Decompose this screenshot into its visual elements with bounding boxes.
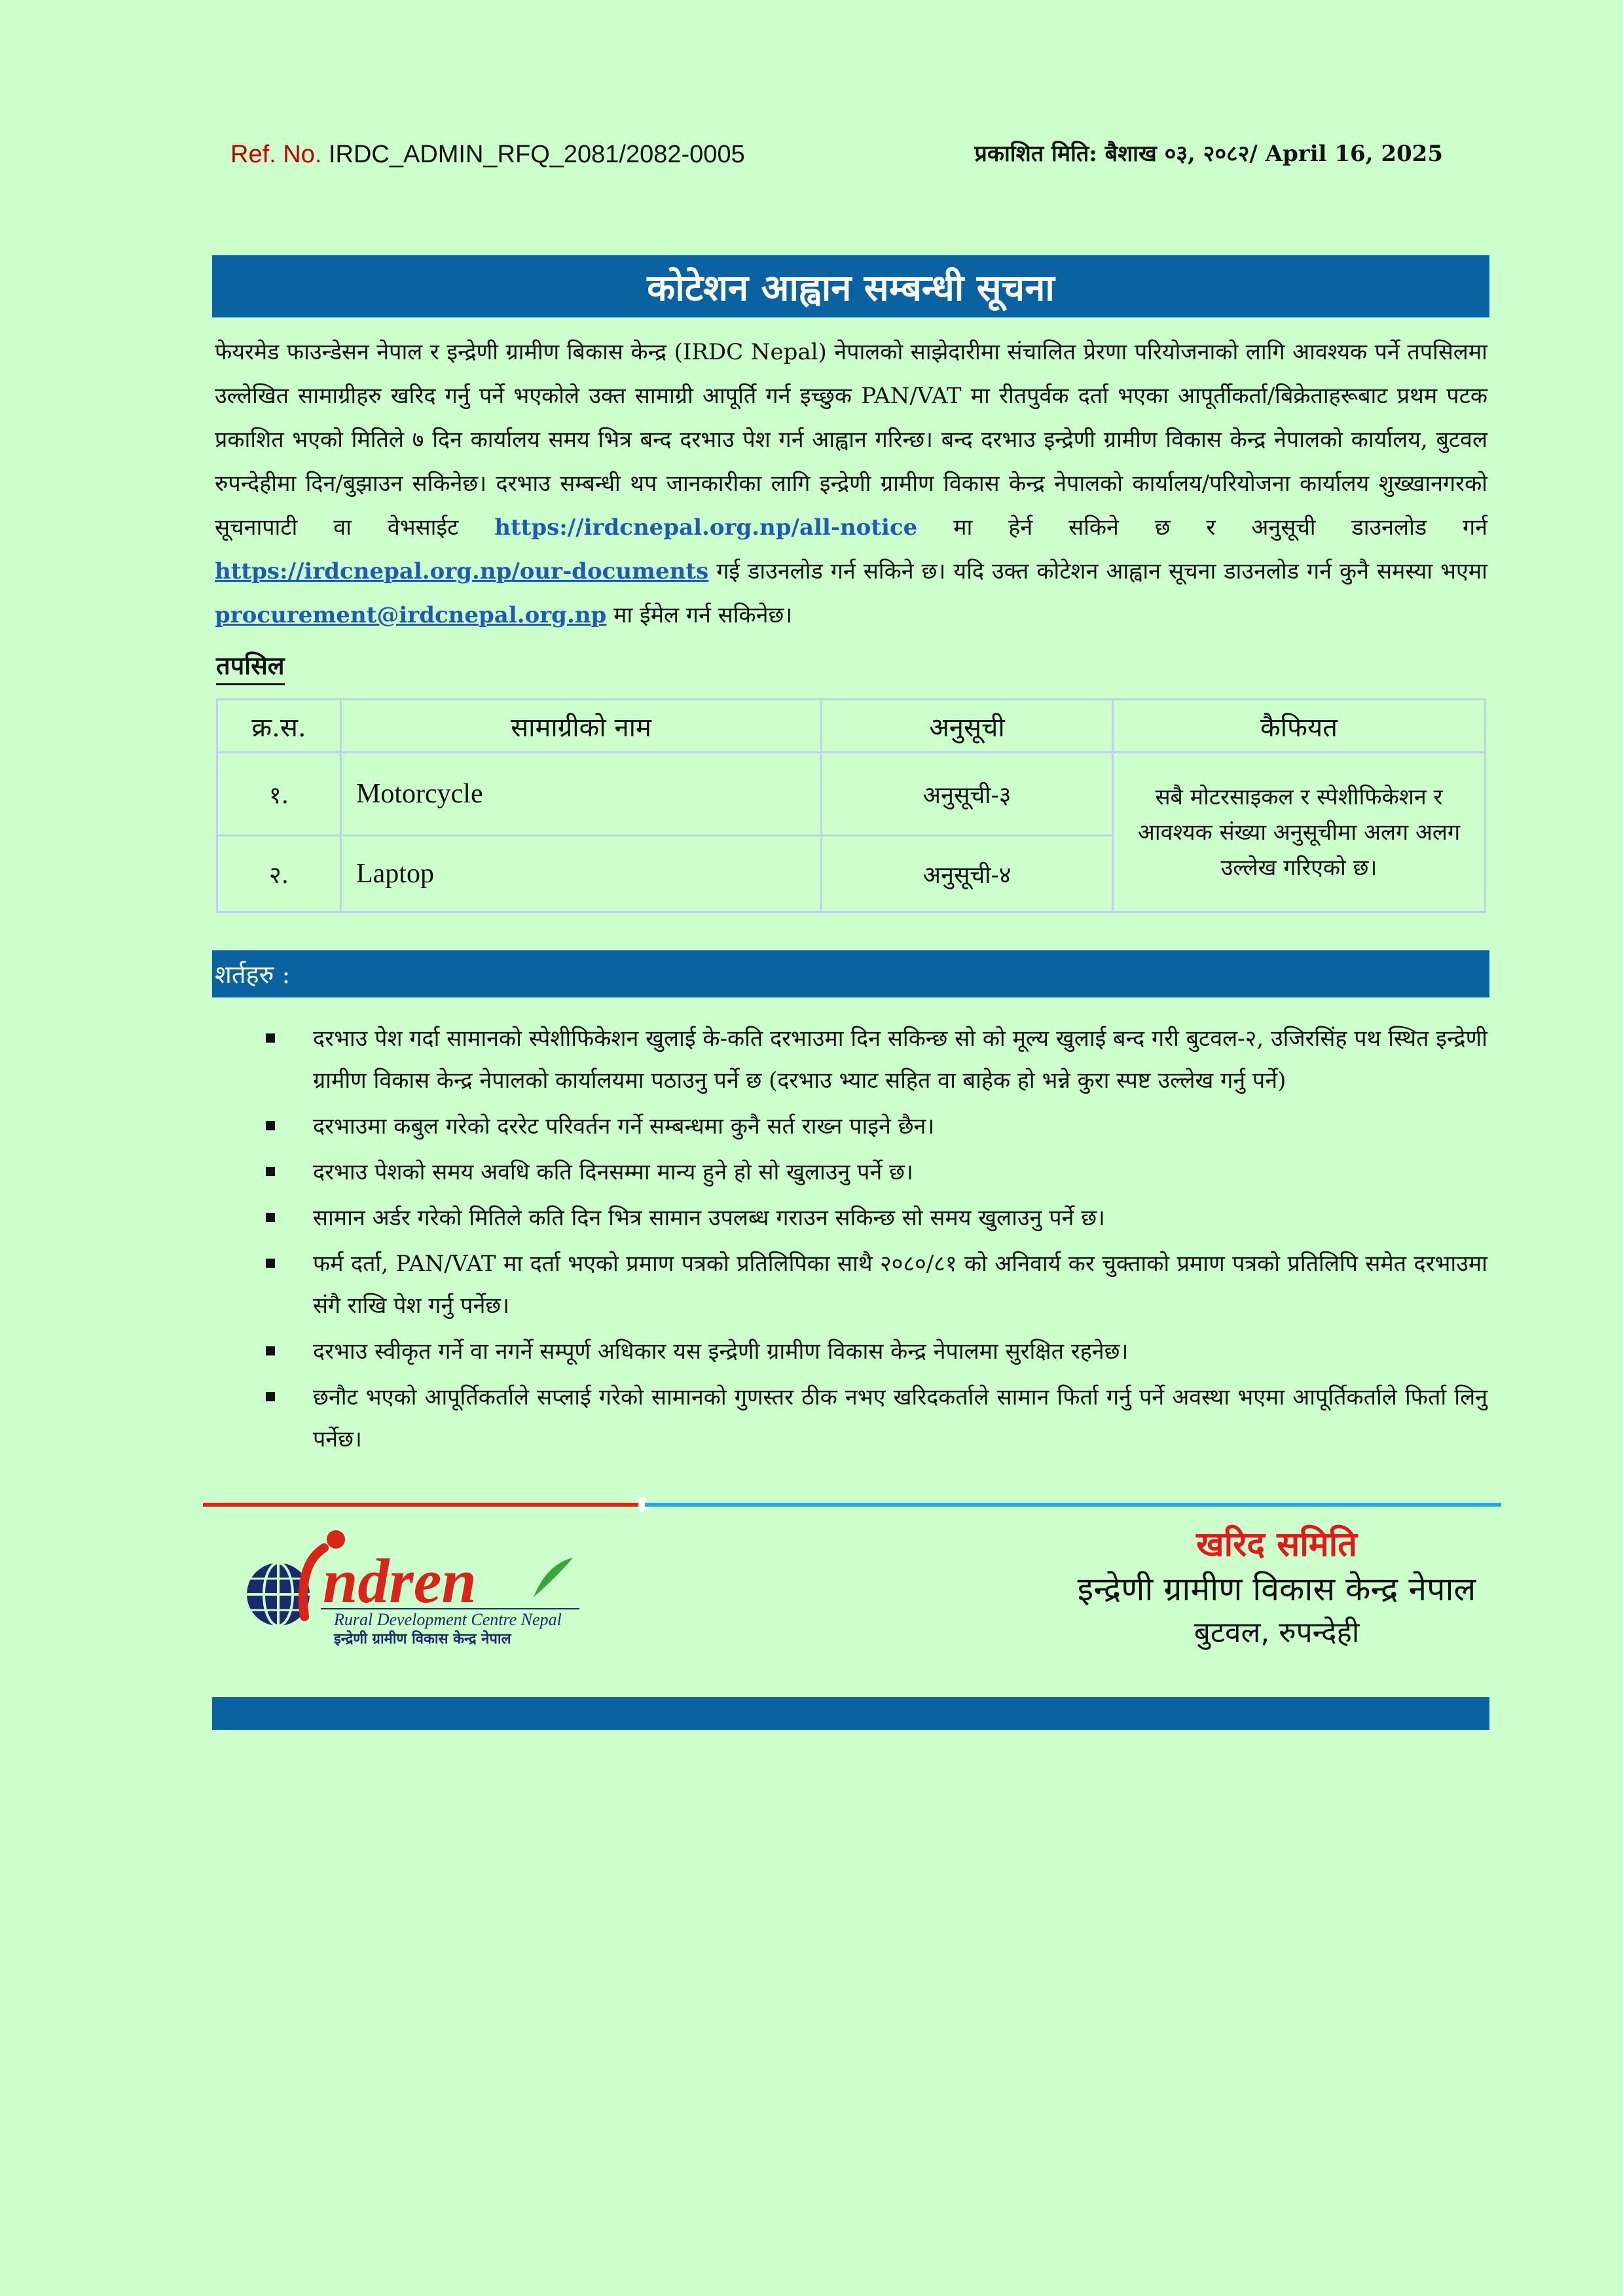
intro-text-1: फेयरमेड फाउन्डेसन नेपाल र इन्द्रेणी ग्रामीण बिकास केन्द्र (IRDC Nepal) नेपालको साझेदारीमा संचालित प्रेरणा परियोजनाको लागि आवश्यक पर्ने तपसिलमा उल्लेखित सामाग्रीहरु खरिद गर्नु पर्ने भएकोले उक्त सामाग्री आपूर्ति गर्न इच्छुक PAN/VAT मा रीतपुर्वक दर्ता भएका आपूर्तीकर्ता/बिक्रेताहरूबाट प्रथम पटक प्रकाशित भएको मितिले ७ दिन कार्यालय समय भित्र बन्द दरभाउ पेश गर्न आह्वान गरिन्छ। बन्द दरभाउ इन्द्रेणी ग्रामीण विकास केन्द्र नेपालको कार्यालय, बुटवल रुपन्देहीमा दिन/बुझाउन सकिनेछ। दरभाउ सम्बन्धी थप जानकारीका लागि इन्द्रेणी ग्रामीण विकास केन्द्र नेपालको कार्यालय/परियोजना कार्यालय शुख्खानगरको सूचनापाटी वा वेभसाईट bbox=[215, 339, 1487, 541]
table-header-row bbox=[217, 700, 1486, 753]
col-remarks: कैफियत bbox=[1113, 700, 1486, 753]
notice-title: कोटेशन आह्वान सम्बन्धी सूचना bbox=[647, 266, 1055, 310]
intro-text-3: गई डाउनलोड गर्न सकिने छ। यदि उक्त कोटेशन आह्वान सूचना डाउनलोड गर्न कुनै समस्या भएमा bbox=[708, 558, 1487, 584]
details-heading: तपसिल bbox=[216, 648, 285, 685]
logo-wordmark: ndren bbox=[323, 1546, 477, 1616]
term-text: दरभाउ स्वीकृत गर्ने वा नगर्ने सम्पूर्ण अधिकार यस इन्द्रेणी ग्रामीण विकास केन्द्र नेपालमा सुरक्षित रहनेछ। bbox=[313, 1338, 1129, 1365]
committee-org: इन्द्रेणी ग्रामीण विकास केन्द्र नेपाल bbox=[1077, 1570, 1476, 1608]
term-text: फर्म दर्ता, PAN/VAT मा दर्ता भएको प्रमाण पत्रको प्रतिलिपिका साथै २०८०/८१ को अनिवार्य कर चुक्ताको प्रमाण पत्रको प्रतिलिपि समेत दरभाउमा संगै राखि पेश गर्नु पर्नेछ। bbox=[313, 1251, 1487, 1319]
term-text: दरभाउ पेशको समय अवधि कति दिनसम्मा मान्य हुने हो सो खुलाउनु पर्ने छ। bbox=[313, 1159, 913, 1185]
row-serial: २. bbox=[217, 836, 341, 912]
ref-value: IRDC_ADMIN_RFQ_2081/2082-0005 bbox=[328, 141, 745, 168]
row-schedule: अनुसूची-३ bbox=[822, 753, 1113, 836]
list-item bbox=[262, 1105, 1487, 1147]
notice-title-bar bbox=[212, 255, 1489, 317]
committee-place: बुटवल, रुपन्देही bbox=[1194, 1616, 1360, 1649]
bullet-square-icon bbox=[266, 1033, 275, 1043]
table-row bbox=[217, 753, 1486, 836]
term-text: छनौट भएको आपूर्तिकर्ताले सप्लाई गरेको सामानको गुणस्तर ठीक नभए खरिदकर्ताले सामान फिर्ता गर्नु पर्ने अवस्था भएमा आपूर्तिकर्ताले फिर्ता लिनु पर्नेछ। bbox=[313, 1384, 1487, 1452]
procurement-email-link[interactable]: procurement@irdcnepal.org.np bbox=[215, 602, 607, 628]
list-item bbox=[262, 1018, 1487, 1102]
row-item-name: Laptop bbox=[341, 836, 822, 912]
items-table bbox=[216, 698, 1486, 913]
all-notice-link[interactable]: https://irdcnepal.org.np/all-notice bbox=[494, 514, 918, 541]
intro-text-2: मा हेर्न सकिने छ र अनुसूची डाउनलोड गर्न bbox=[917, 514, 1487, 541]
logo-subtitle-en: Rural Development Centre Nepal bbox=[334, 1610, 562, 1629]
ref-label: Ref. No. bbox=[230, 141, 322, 168]
list-item bbox=[262, 1197, 1487, 1239]
term-text: दरभाउमा कबुल गरेको दररेट परिवर्तन गर्ने सम्बन्धमा कुनै सर्त राख्न पाइने छैन। bbox=[313, 1113, 935, 1139]
leaf-icon bbox=[534, 1558, 573, 1597]
list-item bbox=[262, 1331, 1487, 1372]
published-date: प्रकाशित मिति: बैशाख ०३, २०८२/ April 16, 2025 bbox=[974, 141, 1443, 167]
terms-list bbox=[262, 1018, 1487, 1464]
terms-heading: शर्तहरु : bbox=[215, 960, 291, 989]
list-item bbox=[262, 1243, 1487, 1327]
row-serial: १. bbox=[217, 753, 341, 836]
col-schedule: अनुसूची bbox=[822, 700, 1113, 753]
footer-bar bbox=[212, 1697, 1489, 1730]
intro-paragraph bbox=[215, 331, 1487, 637]
intro-text-4: मा ईमेल गर्न सकिनेछ। bbox=[606, 602, 793, 628]
bullet-square-icon bbox=[266, 1259, 275, 1268]
row-schedule: अनुसूची-४ bbox=[822, 836, 1113, 912]
logo-swoosh bbox=[303, 1548, 324, 1617]
our-documents-link[interactable]: https://irdcnepal.org.np/our-documents bbox=[215, 558, 709, 584]
bullet-square-icon bbox=[266, 1346, 275, 1355]
bullet-square-icon bbox=[266, 1213, 275, 1222]
committee-title: खरिद समिति bbox=[1196, 1525, 1357, 1564]
row-item-name: Motorcycle bbox=[341, 753, 822, 836]
bullet-square-icon bbox=[266, 1167, 275, 1176]
term-text: दरभाउ पेश गर्दा सामानको स्पेशीफिकेशन खुलाई के-कति दरभाउमा दिन सकिन्छ सो को मूल्य खुलाई बन्द गरी बुटवल-२, उजिरसिंह पथ स्थित इन्द्रेणी ग्रामीण विकास केन्द्र नेपालको कार्यालयमा पठाउनु पर्ने छ (दरभाउ भ्याट सहित वा बाहेक हो भन्ने कुरा स्पष्ट उल्लेख गर्नु पर्ने) bbox=[313, 1026, 1487, 1094]
term-text: सामान अर्डर गरेको मितिले कति दिन भित्र सामान उपलब्ध गराउन सकिन्छ सो समय खुलाउनु पर्ने छ। bbox=[313, 1205, 1105, 1231]
terms-heading-bar bbox=[212, 950, 1489, 997]
divider-blue bbox=[645, 1503, 1501, 1507]
reference-number bbox=[230, 141, 745, 169]
divider-red bbox=[203, 1503, 642, 1507]
col-serial: क्र.स. bbox=[217, 700, 341, 753]
bullet-square-icon bbox=[266, 1121, 275, 1130]
indreni-logo bbox=[226, 1518, 593, 1649]
list-item bbox=[262, 1376, 1487, 1460]
col-item-name: सामाग्रीको नाम bbox=[341, 700, 822, 753]
row-remarks: सबै मोटरसाइकल र स्पेशीफिकेशन र आवश्यक संख्या अनुसूचीमा अलग अलग उल्लेख गरिएको छ। bbox=[1113, 753, 1486, 912]
bullet-square-icon bbox=[266, 1392, 275, 1401]
logo-subtitle-ne: इन्द्रेणी ग्रामीण विकास केन्द्र नेपाल bbox=[334, 1631, 511, 1647]
list-item bbox=[262, 1151, 1487, 1193]
